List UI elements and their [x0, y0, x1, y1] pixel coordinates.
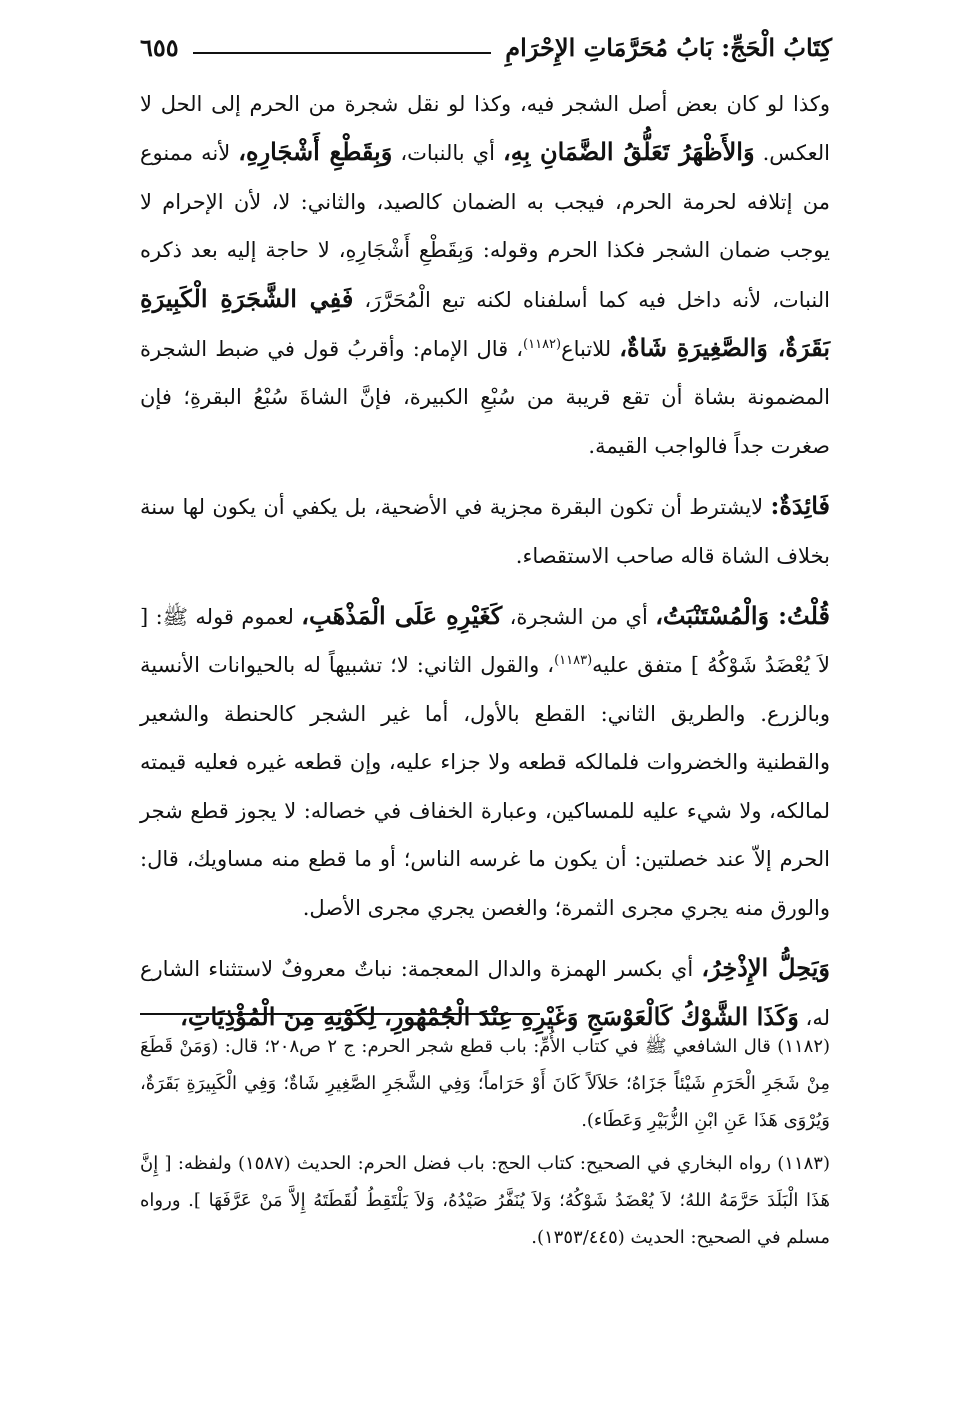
page-number: ٦٥٥ — [140, 33, 179, 62]
commentary-text: ، قال الإمام: وأقربُ قول في ضبط الشجرة المضمونة بشاة أن تقع قريبة من سُبْعِ الكبيرة، فإنَّ الشاةَ سُبْعُ البقرةِ؛ فإن صغرت جداً فالواجب القيمة. — [140, 337, 830, 458]
commentary-text: وكذا لو كان بعض أصل الشجر فيه، وكذا لو نقل شجرة من الحرم إلى الحل لا العكس. — [140, 92, 831, 166]
commentary-text: أي من الشجرة، — [502, 605, 656, 630]
footnote-1183: (١١٨٣) رواه البخاري في الصحيح: كتاب الحج: باب فضل الحرم: الحديث (١٥٨٧) ولفظه: [ إِنَّ هَذَا الْبَلَدَ حَرَّمَهُ اللهُ؛ لاَ يُعْضَدُ شَوْكُهُ؛ وَلاَ يُنَفَّرُ صَيْدُهُ، وَلاَ يَلْتَقِطُ لُقَطَتَهُ إِلاَّ مَنْ عَرَّفَهَا ]. ورواه مسلم في الصحيح: الحديث (١٣٥٣/٤٤٥). — [140, 1153, 830, 1248]
matn-text: قُلْتُ: وَالْمُسْتَنْبَتُ، — [655, 601, 831, 631]
footnotes — [140, 1028, 830, 1256]
paragraph — [140, 80, 830, 470]
commentary-text: ، والقول الثاني: لا؛ تشبيهاً له بالحيوانات الأنسية وبالزرع. والطريق الثاني: القطع بالأول، أما غير الشجر كالحنطة والشعير والقطنية والخضروات فلمالكه قطعه ولا جزاء عليه، وإن قطعه غيره فعليه قيمته لمالكه، ولا شيء عليه للمساكين، وعبارة الخفاف في خصاله: لا يجوز قطع شجر الحرم إلاّ عند خصلتين: أن يكون ما غرسه الناس؛ أو ما قطع منه مساويك، قال: والورق منه يجري مجرى الثمرة؛ والغصن يجري مجرى الأصل. — [140, 653, 830, 920]
commentary-text: أي بكسر الهمزة والدال المعجمة: نباتٌ معروفٌ لاستثناء الشارع له، — [140, 956, 830, 1031]
matn-text: وَكَذَا الشَّوْكُ كَالْعَوْسَجِ وَغَيْرِهِ عِنْدَ الْجُمْهُورِ، لِكَوْنِهِ مِنَ الْمُؤْذِيَاتِ، — [180, 1002, 799, 1032]
matn-text: فَائِدَةٌ: — [770, 491, 830, 521]
commentary-text: لايشترط أن تكون البقرة مجزية في الأضحية، بل يكفي أن يكون لها سنة بخلاف الشاة قاله صاحب الاستقصاء. — [140, 495, 830, 568]
matn-text: وَالأَظْهَرُ تَعَلُّقُ الضَّمَانِ بِهِ، — [502, 137, 755, 167]
footnote-divider — [140, 1013, 540, 1015]
chapter-title: كِتَابُ الْحَجِّ: بَابُ مُحَرَّمَاتِ الإِحْرَامِ — [505, 33, 832, 62]
footnote-ref: (١١٨٣) — [554, 653, 593, 669]
matn-text: كَغَيْرِهِ عَلَى الْمَذْهَبِ، — [301, 601, 503, 631]
header-rule — [193, 52, 492, 54]
commentary-text: للاتباع — [561, 337, 620, 362]
matn-text: وَبِقَطْعِ أَشْجَارِهِ، — [238, 137, 393, 167]
footnote-ref: (١١٨٢) — [523, 337, 562, 353]
paragraph — [140, 592, 830, 932]
paragraph — [140, 482, 830, 580]
running-header — [140, 22, 832, 62]
commentary-text: لعموم قوله ﷺ: [ لاَ يُعْضَدُ شَوْكُهُ ] متفق عليه — [140, 605, 830, 678]
commentary-text: أي بالنبات، — [392, 141, 503, 166]
main-text — [140, 80, 830, 1043]
commentary-text: لأنه ممنوع من إتلافه لحرمة الحرم، فيجب به الضمان كالصيد، والثاني: لا، لأن الإحرام لا يوجب ضمان الشجر فكذا الحرم وقوله: وَبِقَطْعِ أَشْجَارِهِ، لا حاجة إليه بعد ذكره النبات، لأنه داخل فيه كما أسلفناه لكنه تبع الْمُحَرَّرَ، — [140, 141, 831, 312]
matn-text: وَيَحِلُّ الإِذْخِرُ، — [701, 952, 830, 982]
matn-text: فَفِي الشَّجَرَةِ الْكَبِيرَةِ بَقَرَةٌ، وَالصَّغِيرَةِ شَاةٌ، — [140, 283, 830, 363]
footnote-1182: (١١٨٢) قال الشافعي ﷺ في كتاب الأُمِّ: باب قطع شجر الحرم: ج ٢ ص٢٠٨؛ قال: (وَمَنْ قَطَعَ مِنْ شَجَرِ الْحَرَمِ شَيْئاً جَزَاهُ؛ حَلاَلاً كَانَ أَوْ حَرَاماً؛ وَفِي الشَّجَرِ الصَّغِيرِ شَاةٌ؛ وَفِي الْكَبِيرَةِ بَقَرَةٌ، وَيُرْوَى هَذَا عَنِ ابْنِ الزُّبَيْرِ وَعَطَاء). — [140, 1036, 831, 1131]
